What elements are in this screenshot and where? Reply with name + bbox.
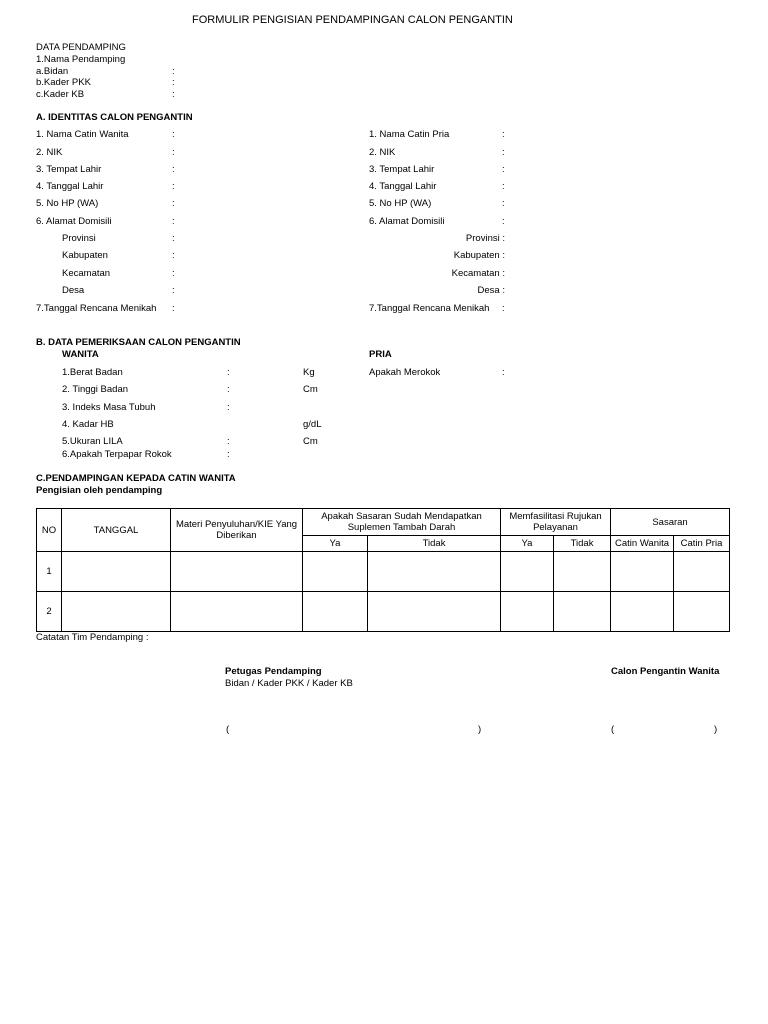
table-cell [368, 592, 501, 632]
table-cell [554, 552, 611, 592]
colon: : [227, 384, 230, 395]
table-cell [611, 552, 674, 592]
colon: : [172, 268, 175, 279]
colon: : [502, 147, 505, 158]
alamat-label: Kabupaten [62, 250, 108, 261]
colon: : [172, 147, 175, 158]
colon: : [172, 164, 175, 175]
table-cell [674, 592, 730, 632]
colon: : [502, 303, 505, 314]
data-pendamping-heading: DATA PENDAMPING [36, 42, 126, 53]
pria-field-label: 5. No HP (WA) [369, 198, 432, 209]
pria-field-label: 3. Tempat Lahir [369, 164, 435, 175]
colon: : [172, 181, 175, 192]
table-cell [611, 592, 674, 632]
colon: : [172, 89, 175, 100]
header-no: NO [37, 509, 62, 552]
alamat-pria-label: Kecamatan : [451, 268, 505, 279]
wanita-field-label: 4. Tanggal Lahir [36, 181, 104, 192]
wanita-field-label: 5. No HP (WA) [36, 198, 99, 209]
signature-close-paren: ) [714, 724, 718, 735]
rencana-menikah-label: 7.Tanggal Rencana Menikah [36, 303, 157, 314]
colon: : [227, 367, 230, 378]
petugas-label: Petugas Pendamping [225, 666, 322, 677]
wanita-field-label: 6. Alamat Domisili [36, 216, 112, 227]
row-number: 2 [37, 592, 62, 632]
header-materi: Materi Penyuluhan/KIE Yang Diberikan [171, 509, 303, 552]
colon: : [172, 285, 175, 296]
unit-label: Cm [303, 436, 318, 447]
section-b-heading: B. DATA PEMERIKSAAN CALON PENGANTIN [36, 337, 241, 348]
alamat-pria-label: Desa : [477, 285, 505, 296]
petugas-sub-label: Bidan / Kader PKK / Kader KB [225, 678, 353, 689]
colon: : [172, 250, 175, 261]
pemeriksaan-item: 4. Kadar HB [62, 419, 114, 430]
colon: : [172, 198, 175, 209]
table-row [37, 592, 730, 632]
header-tidak: Tidak [554, 536, 611, 552]
wanita-field-label: 2. NIK [36, 147, 63, 158]
colon: : [172, 233, 175, 244]
unit-label: Cm [303, 384, 318, 395]
signature-open-paren: ( [611, 724, 615, 735]
section-a-heading: A. IDENTITAS CALON PENGANTIN [36, 112, 193, 123]
header-tanggal: TANGGAL [62, 509, 171, 552]
kader-pkk-label: b.Kader PKK [36, 77, 91, 88]
kader-kb-label: c.Kader KB [36, 89, 85, 100]
bidan-label: a.Bidan [36, 66, 69, 77]
table-cell [62, 552, 171, 592]
colon: : [172, 303, 175, 314]
colon: : [227, 436, 230, 447]
table-cell [368, 552, 501, 592]
colon: : [502, 129, 505, 140]
table-cell [171, 552, 303, 592]
alamat-label: Kecamatan [62, 268, 111, 279]
alamat-label: Provinsi [62, 233, 96, 244]
pria-field-label: 1. Nama Catin Pria [369, 129, 450, 140]
table-cell [674, 552, 730, 592]
unit-label: g/dL [303, 419, 322, 430]
form-title: FORMULIR PENGISIAN PENDAMPINGAN CALON PENGANTIN [192, 14, 513, 26]
colon: : [172, 77, 175, 88]
rencana-menikah-label: 7.Tanggal Rencana Menikah [369, 303, 490, 314]
colon: : [502, 164, 505, 175]
alamat-label: Desa [62, 285, 85, 296]
catatan-label: Catatan Tim Pendamping : [36, 632, 149, 643]
nama-pendamping-label: 1.Nama Pendamping [36, 54, 126, 65]
header-catin-pria: Catin Pria [674, 536, 730, 552]
header-catin-wanita: Catin Wanita [611, 536, 674, 552]
unit-label: Kg [303, 367, 315, 378]
header-tidak: Tidak [368, 536, 501, 552]
colon: : [502, 216, 505, 227]
pria-field-label: 2. NIK [369, 147, 396, 158]
colon: : [227, 402, 230, 413]
pendampingan-table [36, 508, 730, 632]
pemeriksaan-item: 2. Tinggi Badan [62, 384, 129, 395]
signature-open-paren: ( [226, 724, 230, 735]
pria-field-label: 6. Alamat Domisili [369, 216, 445, 227]
table-cell [501, 592, 554, 632]
pria-field-label: 4. Tanggal Lahir [369, 181, 437, 192]
table-cell [554, 592, 611, 632]
header-suplemen: Apakah Sasaran Sudah Mendapatkan Suplemen Tambah Darah [303, 509, 501, 536]
colon: : [172, 66, 175, 77]
colon: : [502, 181, 505, 192]
pria-label: PRIA [369, 349, 392, 360]
table-cell [501, 552, 554, 592]
section-c-heading: C.PENDAMPINGAN KEPADA CATIN WANITA [36, 473, 236, 484]
alamat-pria-label: Kabupaten : [453, 250, 505, 261]
table-row [37, 552, 730, 592]
table-cell [303, 552, 368, 592]
header-rujukan: Memfasilitasi Rujukan Pelayanan [501, 509, 611, 536]
wanita-label: WANITA [62, 349, 99, 360]
pria-merokok-label: Apakah Merokok [369, 367, 441, 378]
signature-close-paren: ) [478, 724, 482, 735]
row-number: 1 [37, 552, 62, 592]
table-cell [62, 592, 171, 632]
wanita-field-label: 3. Tempat Lahir [36, 164, 102, 175]
alamat-pria-label: Provinsi : [465, 233, 505, 244]
pemeriksaan-item: 6.Apakah Terpapar Rokok [62, 449, 172, 460]
pemeriksaan-item: 1.Berat Badan [62, 367, 123, 378]
calon-wanita-label: Calon Pengantin Wanita [611, 666, 720, 677]
header-ya: Ya [501, 536, 554, 552]
header-ya: Ya [303, 536, 368, 552]
colon: : [172, 129, 175, 140]
pemeriksaan-item: 5.Ukuran LILA [62, 436, 123, 447]
wanita-field-label: 1. Nama Catin Wanita [36, 129, 129, 140]
colon: : [172, 216, 175, 227]
section-c-subheading: Pengisian oleh pendamping [36, 485, 163, 496]
colon: : [227, 449, 230, 460]
colon: : [502, 198, 505, 209]
header-sasaran: Sasaran [611, 509, 730, 536]
table-cell [303, 592, 368, 632]
colon: : [502, 367, 505, 378]
pemeriksaan-item: 3. Indeks Masa Tubuh [62, 402, 156, 413]
table-cell [171, 592, 303, 632]
